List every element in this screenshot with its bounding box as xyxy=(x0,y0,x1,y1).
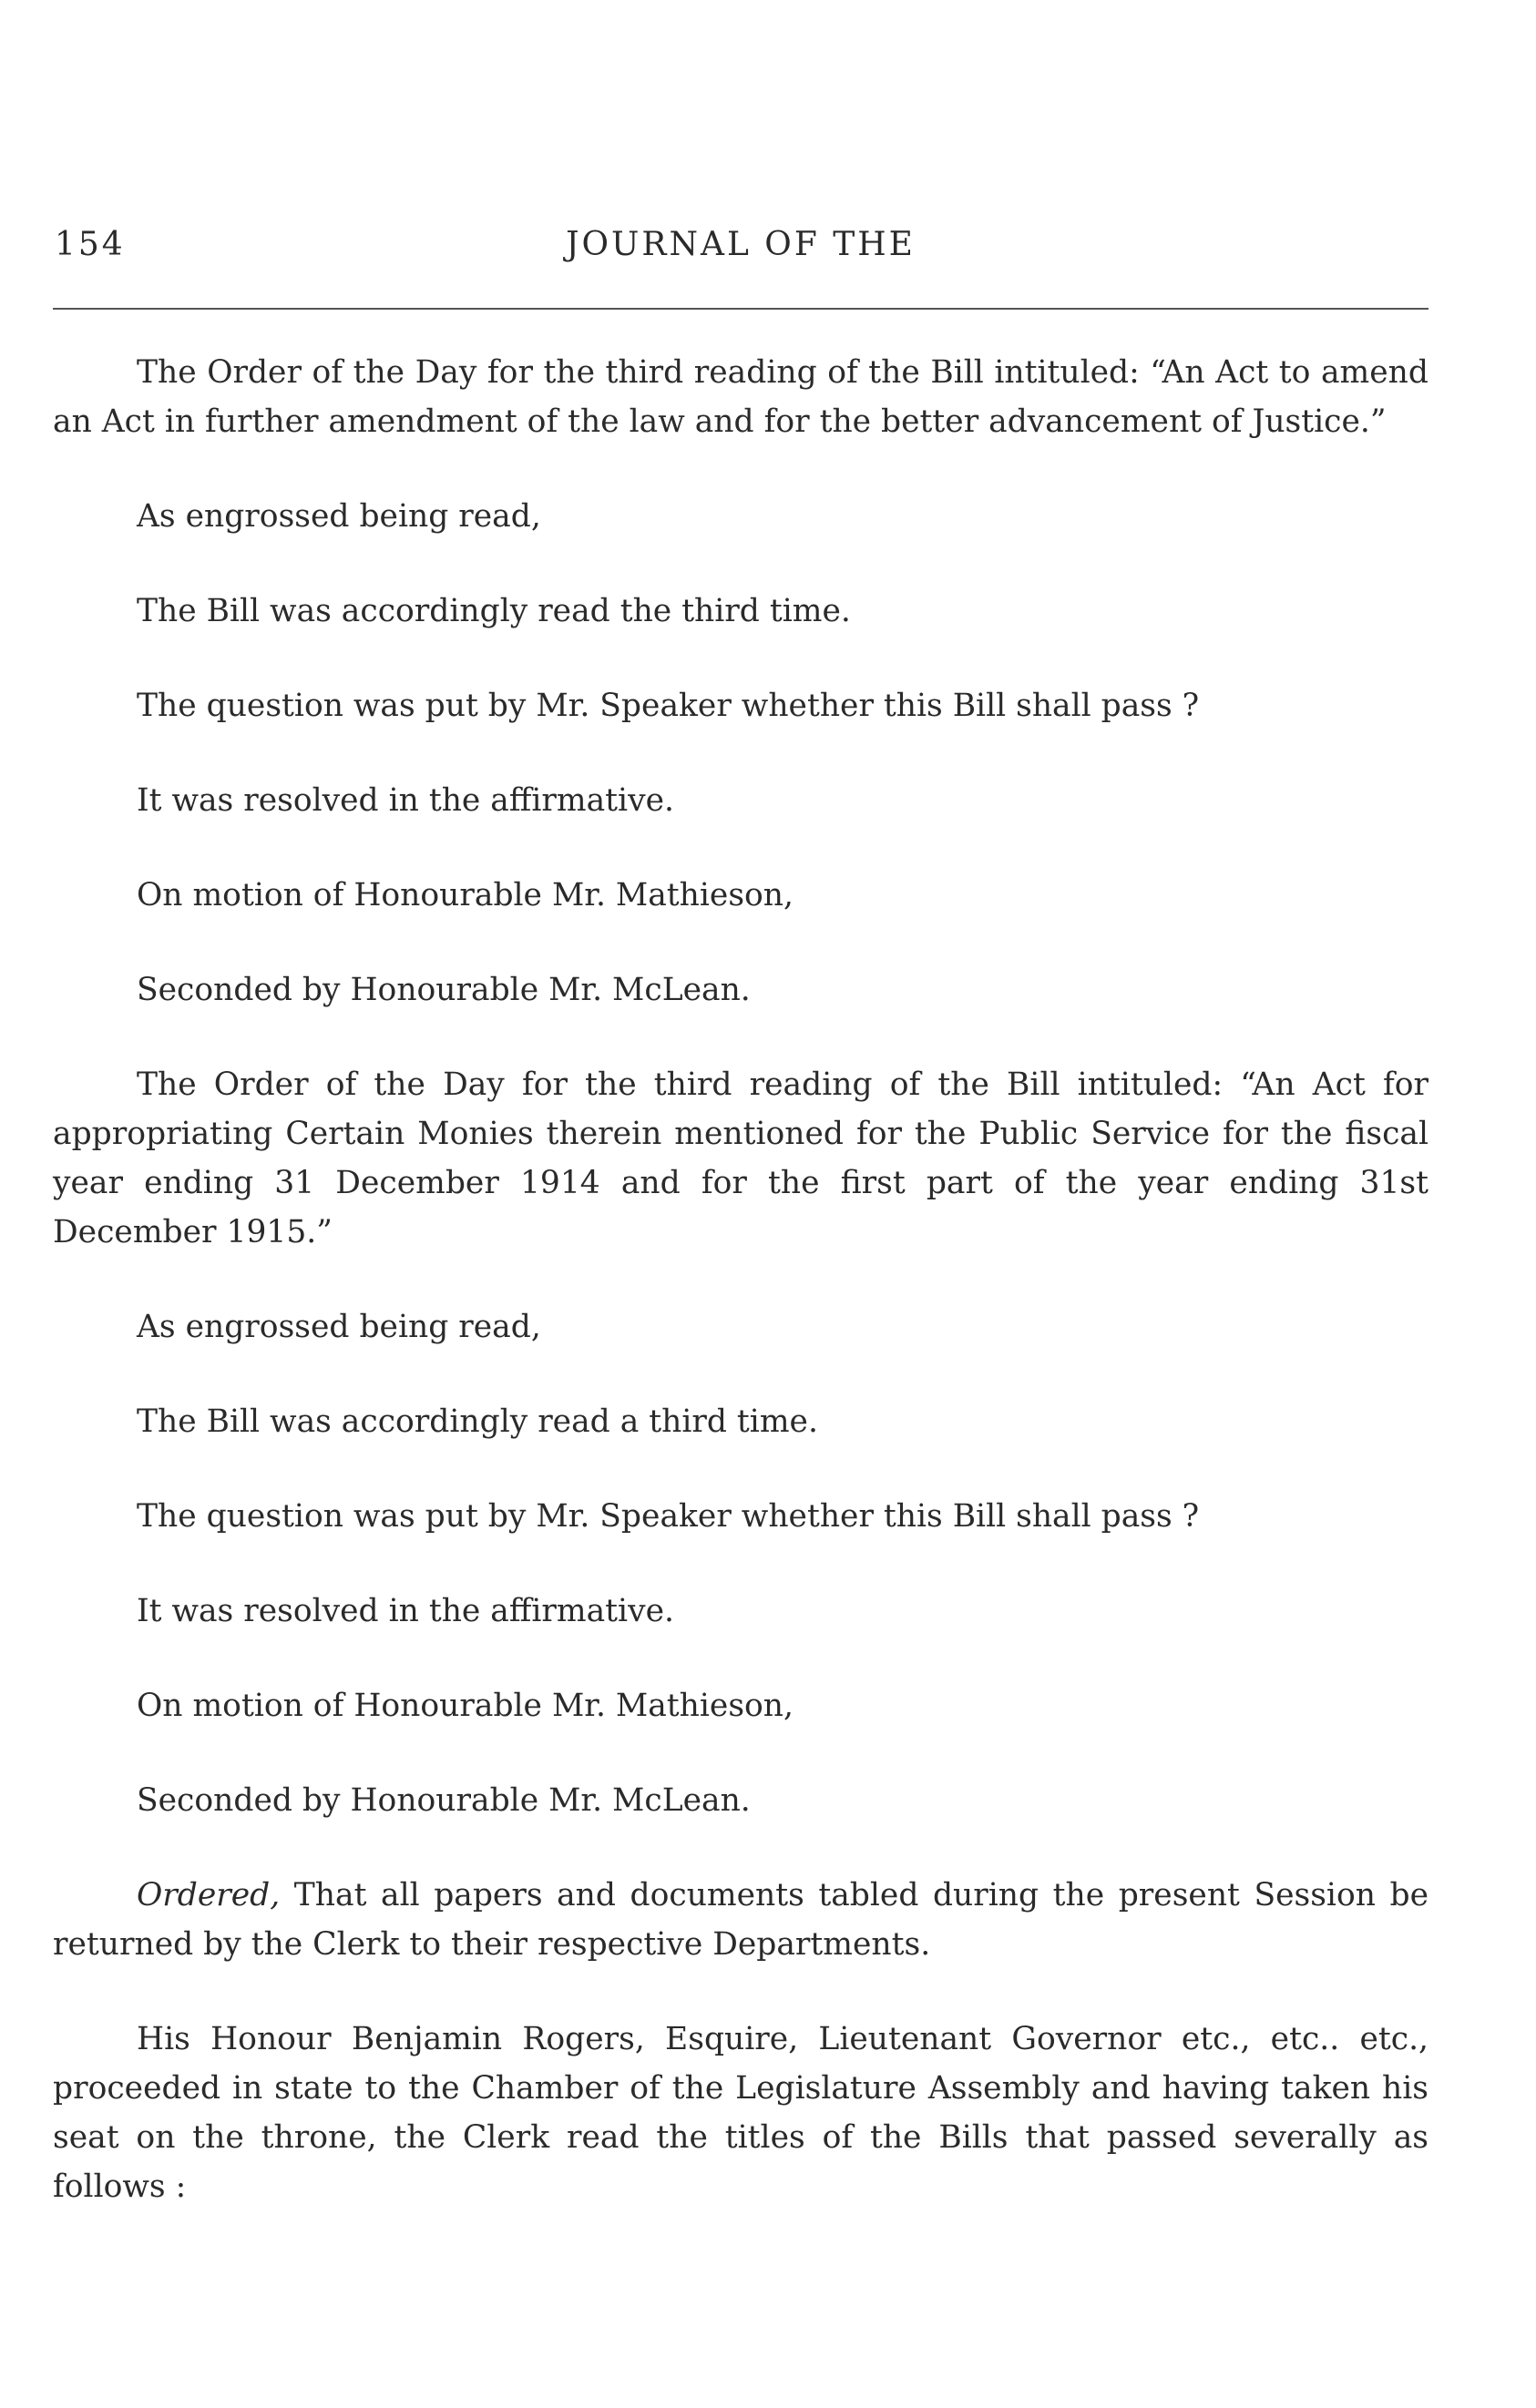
paragraph-resolved-affirmative: It was resolved in the affirmative. xyxy=(137,782,674,819)
paragraph-question-put-2: The question was put by Mr. Speaker whether this Bill shall pass ? xyxy=(137,1498,1200,1535)
paragraph-lieutenant-governor: His Honour Benjamin Rogers, Esquire, Lieutenant Governor etc., etc.. etc., proceeded in state to the Chamber of the Legislature Assembly and having taken his seat on the throne, the Clerk read the titles of the Bills that passed severally as follows : xyxy=(53,2021,1428,2205)
paragraph-seconded-mclean: Seconded by Honourable Mr. McLean. xyxy=(137,972,751,1008)
paragraph-bill-read-third-time: The Bill was accordingly read the third time. xyxy=(137,593,851,629)
ordered-text: That all papers and documents tabled during the present Session be returned by the Clerk to their respective Departments. xyxy=(53,1877,1428,1963)
running-head xyxy=(53,226,1428,271)
ordered-label: Ordered, xyxy=(137,1877,281,1913)
paragraph-motion-mathieson: On motion of Honourable Mr. Mathieson, xyxy=(137,877,794,913)
paragraph-question-put: The question was put by Mr. Speaker whether this Bill shall pass ? xyxy=(137,688,1200,724)
journal-page xyxy=(53,0,1428,2408)
paragraph-seconded-mclean-2: Seconded by Honourable Mr. McLean. xyxy=(137,1782,751,1819)
paragraph-engrossed-read: As engrossed being read, xyxy=(137,498,541,535)
paragraph-engrossed-read-2: As engrossed being read, xyxy=(137,1309,541,1345)
paragraph-motion-mathieson-2: On motion of Honourable Mr. Mathieson, xyxy=(137,1688,794,1724)
paragraph-order-of-day-monies-bill: The Order of the Day for the third reading of the Bill intituled: “An Act for appropriating Certain Monies therein mentioned for the Public Service for the fiscal year ending 31 December 1914 and for the first part of the year ending 31st December 1915.” xyxy=(53,1066,1428,1250)
running-title: JOURNAL OF THE xyxy=(566,226,916,263)
paragraph-resolved-affirmative-2: It was resolved in the affirmative. xyxy=(137,1593,674,1629)
paragraph-bill-read-a-third-time: The Bill was accordingly read a third time. xyxy=(137,1403,818,1440)
paragraph-order-of-day-justice-bill: The Order of the Day for the third reading of the Bill intituled: “An Act to amend an Act in further amendment of the law and for the better advancement of Justice.” xyxy=(53,354,1428,440)
paragraph-ordered xyxy=(53,1871,1428,1969)
journal-body xyxy=(53,348,1428,2211)
page-number: 154 xyxy=(55,226,126,263)
header-rule xyxy=(53,308,1428,310)
